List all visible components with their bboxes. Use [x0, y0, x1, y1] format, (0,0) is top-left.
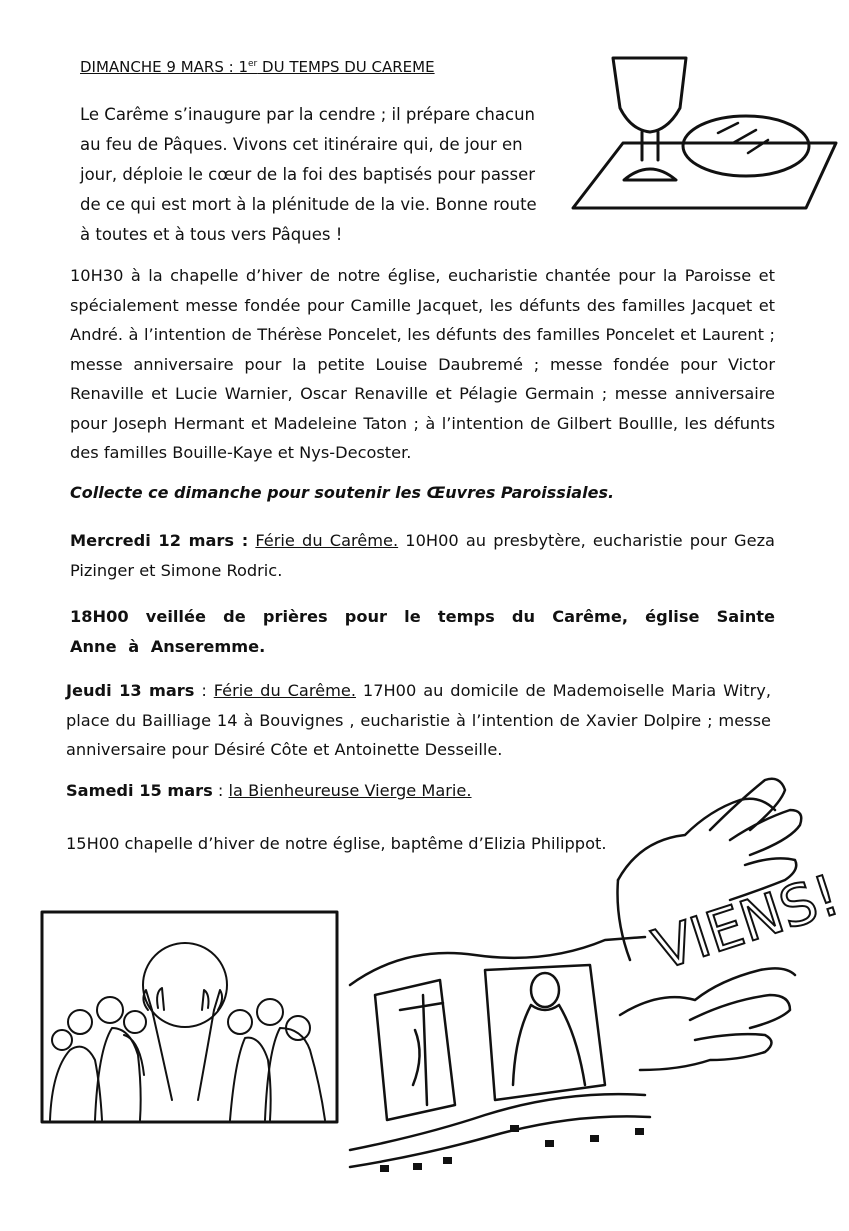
right-raised-hand — [202, 990, 222, 1010]
intro-paragraph: Le Carême s’inaugure par la cendre ; il prépare chacun au feu de Pâques. Vivons cet itinéraire qui, de jour en jour, déploie le cœur de la foi des baptisés pour passer de ce qui est mort à la plénitude de la vie. Bonne route à toutes et à tous vers Pâques ! — [80, 105, 537, 244]
title-prefix: DIMANCHE 9 MARS : 1 — [80, 58, 248, 76]
title-sup: er — [248, 59, 258, 69]
vigil-paragraph: 18H00 veillée de prières pour le temps du Carême, église Sainte Anne à Anseremme. — [70, 607, 775, 656]
thursday-text: 17H00 au domicile de Mademoiselle Maria Witry, place du Bailliage 14 à Bouvignes , eucharistie à l’intention de Xavier Dolpire ; messe anniversaire pour Désiré Côte et Antoinette Desseille. — [66, 681, 771, 759]
placemat-shape — [573, 143, 836, 208]
sunday-mass-paragraph: 10H30 à la chapelle d’hiver de notre église, eucharistie chantée pour la Paroisse et spécialement messe fondée pour Camille Jacquet, les défunts des familles Jacquet et André. à l’intention de Thérèse Poncelet, les défunts des familles Poncelet et Laurent ; messe anniversaire pour la petite Louise Daubremé ; messe fondée pour Victor Renaville et Lucie Warnier, Oscar Renaville et Pélagie Germain ; messe anniversaire pour Joseph Hermant et Madeleine Taton ; à l’intention de Gilbert Boullle, les défunts des familles Bouille-Kaye et Nys-Decoster. — [70, 266, 775, 462]
thursday-day: Jeudi 13 mars — [66, 681, 195, 700]
host-circle — [143, 943, 227, 1027]
risen-christ-head — [531, 973, 559, 1007]
path-stones — [380, 1125, 644, 1172]
viens-lettering: VIENS! — [646, 862, 848, 984]
collecte-line: Collecte ce dimanche pour soutenir les Œuvres Paroissiales. — [70, 483, 615, 502]
cross-figure — [400, 995, 443, 1105]
saturday-feast: la Bienheureuse Vierge Marie. — [228, 781, 472, 800]
risen-christ-robe — [513, 1005, 585, 1085]
chalice-cup — [613, 58, 686, 132]
bread-loaf — [683, 116, 809, 176]
wednesday-text: 10H00 au presbytère, eucharistie pour Geza Pizinger et Simone Rodric. — [70, 531, 775, 580]
upper-band — [350, 937, 645, 985]
wednesday-paragraph — [70, 526, 775, 585]
baptism-paragraph: 15H00 chapelle d’hiver de notre église, baptême d’Elizia Philippot. — [66, 834, 607, 853]
lower-band — [350, 1094, 645, 1150]
film-strip-illustration — [345, 935, 665, 1185]
thursday-feast: Férie du Carême. — [213, 681, 356, 700]
wednesday-day: Mercredi 12 mars : — [70, 531, 249, 550]
thursday-sep: : — [194, 681, 214, 700]
wednesday-feast: Férie du Carême. — [255, 531, 399, 550]
title-suffix: DU TEMPS DU CAREME — [257, 58, 435, 76]
crowd-host-illustration — [40, 910, 340, 1125]
saturday-day: Samedi 15 mars — [66, 781, 213, 800]
resurrection-frame — [485, 965, 605, 1100]
crucifix-frame — [375, 980, 455, 1120]
saturday-sep: : — [212, 781, 229, 800]
thursday-paragraph — [66, 676, 771, 765]
page-title — [80, 58, 435, 76]
chalice-bread-illustration — [568, 48, 838, 218]
left-raised-hand — [143, 988, 164, 1010]
